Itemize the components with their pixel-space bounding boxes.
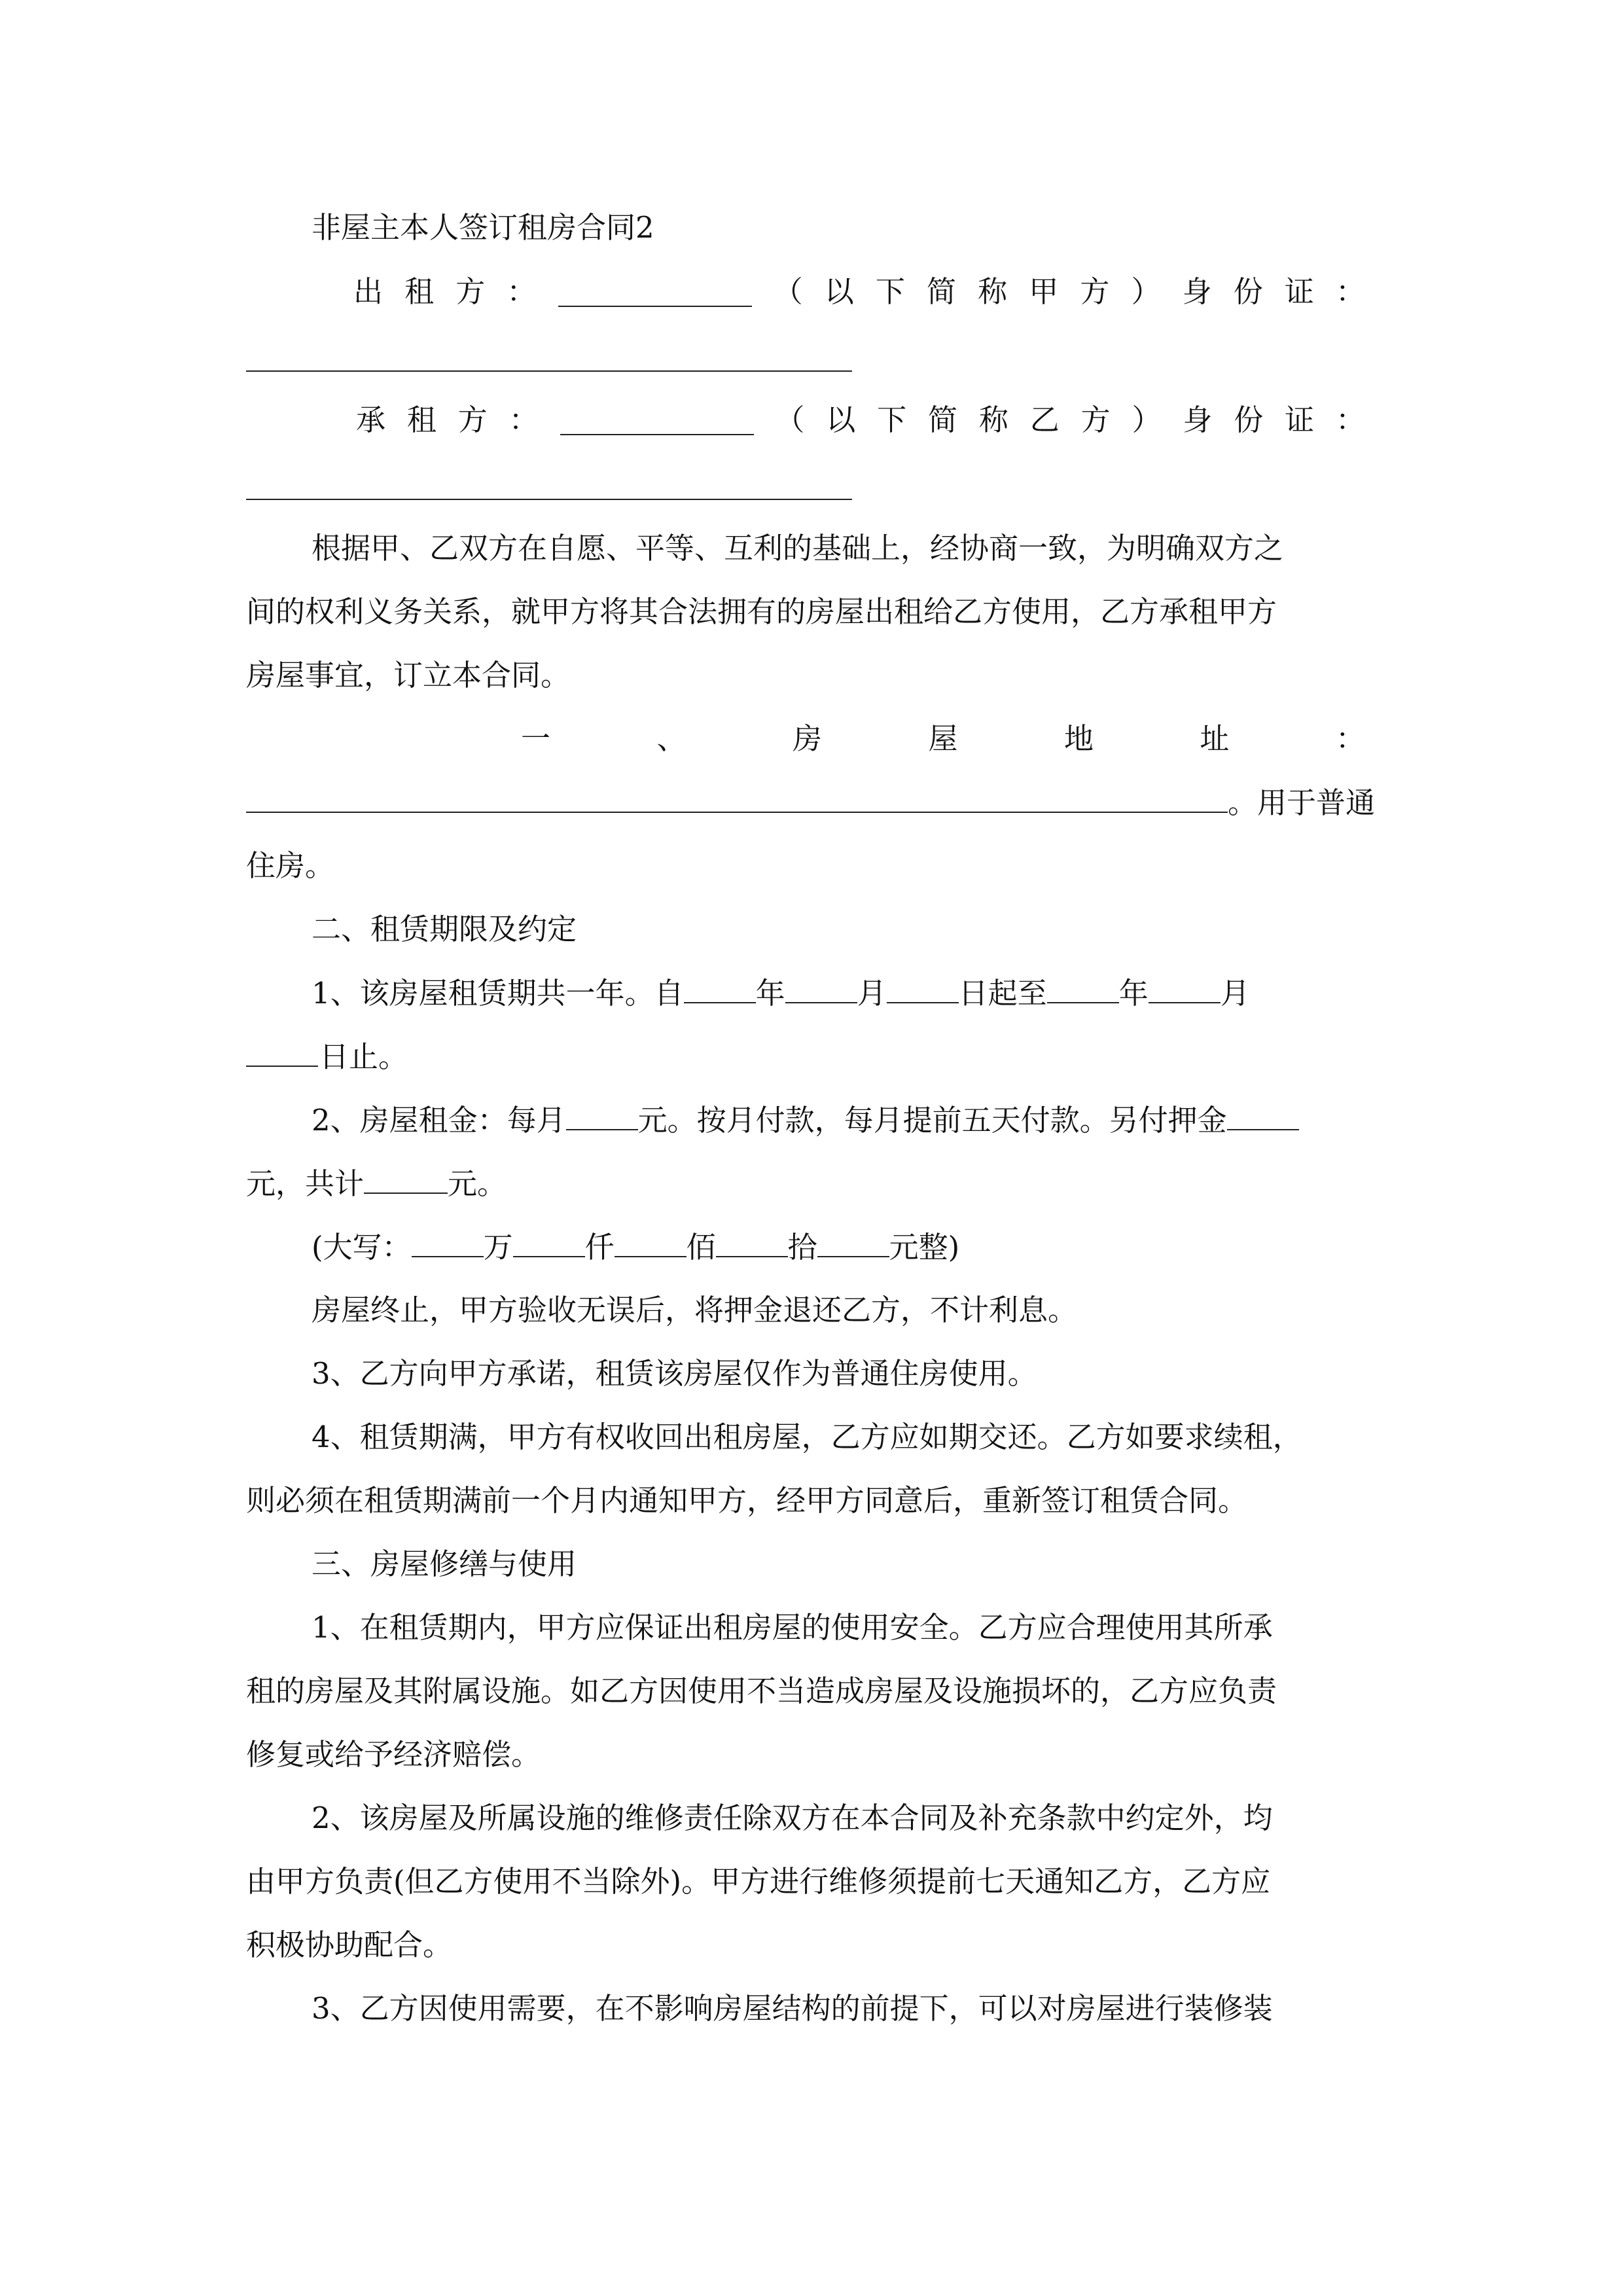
lessor-char: ： [1335, 274, 1365, 309]
lessor-char: 称 [978, 274, 1008, 309]
lessee-char: 份 [1234, 403, 1264, 437]
preamble-line: 房屋事宜，订立本合同。 [246, 658, 571, 692]
repair-line: 1、在租赁期内，甲方应保证出租房屋的使用安全。乙方应合理使用其所承 [312, 1610, 1273, 1645]
lessor-line [353, 272, 1365, 312]
lessor-char: 方 [1080, 274, 1110, 309]
lessee-char: ） [1132, 403, 1162, 437]
section1-heading [521, 719, 1365, 759]
lessor-char: 出 [353, 274, 383, 309]
lessor-char: 证 [1284, 274, 1314, 309]
daxie-text: 仟 [584, 1230, 615, 1265]
rent-text: 元，共计 [246, 1166, 365, 1201]
lessor-id-blank[interactable] [246, 370, 852, 372]
total-blank[interactable] [364, 1164, 448, 1194]
section2-heading: 二、租赁期限及约定 [312, 912, 577, 946]
lessor-char: ） [1131, 274, 1161, 309]
lessee-char: 方 [1080, 403, 1111, 437]
use-line: 3、乙方向甲方承诺，租赁该房屋仅作为普通住房使用。 [312, 1356, 1037, 1391]
lessor-char: ： [507, 274, 537, 309]
start-month-blank[interactable] [785, 973, 857, 1003]
lessee-char: 方 [457, 403, 488, 437]
daxie-text: 元整) [889, 1230, 960, 1265]
rent-line [312, 1100, 1378, 1139]
rent-text: 2、房屋租金：每月 [312, 1103, 566, 1138]
daxie-text: 万 [483, 1230, 513, 1265]
rent-text: 元。 [448, 1166, 507, 1201]
lessee-name-blank[interactable] [560, 405, 754, 435]
lessor-char: 甲 [1029, 274, 1059, 309]
lessee-line [356, 401, 1365, 440]
repair-line: 修复或给予经济赔偿。 [246, 1737, 541, 1772]
lessee-char: 承 [356, 403, 386, 437]
start-day-blank[interactable] [887, 973, 959, 1003]
heading-char: 一 [521, 721, 551, 756]
qian-blank[interactable] [513, 1227, 585, 1257]
lessee-char: 下 [877, 403, 907, 437]
lessor-char: 租 [404, 274, 435, 309]
lessor-char: 方 [455, 274, 486, 309]
preamble-line: 根据甲、乙双方在自愿、平等、互利的基础上，经协商一致，为明确双方之 [312, 531, 1284, 565]
lessor-char: 以 [824, 274, 854, 309]
lessee-char: （ [775, 403, 805, 437]
lessee-char: 称 [978, 403, 1008, 437]
heading-char: 地 [1063, 721, 1094, 756]
lease-term-text: 月 [857, 976, 887, 1011]
heading-char: 房 [792, 721, 822, 756]
monthly-rent-blank[interactable] [566, 1100, 638, 1130]
lessee-char: 租 [406, 403, 437, 437]
daxie-text: 拾 [787, 1230, 817, 1265]
decoration-line: 3、乙方因使用需要，在不影响房屋结构的前提下，可以对房屋进行装修装 [312, 1991, 1273, 2026]
document-title: 非屋主本人签订租房合同2 [312, 210, 654, 245]
lease-term-text: 月 [1220, 976, 1250, 1011]
maintenance-line: 2、该房屋及所属设施的维修责任除双方在本合同及补充条款中约定外，均 [312, 1801, 1273, 1835]
yuan-blank[interactable] [817, 1227, 889, 1257]
lessor-char: 简 [926, 274, 956, 309]
daxie-text: 佰 [686, 1230, 716, 1265]
maintenance-line: 积极协助配合。 [246, 1928, 453, 1962]
heading-char: ： [1335, 721, 1365, 756]
renewal-line: 4、租赁期满，甲方有权收回出租房屋，乙方应如期交还。乙方如要求续租， [312, 1420, 1302, 1454]
section1-cont: 住房。 [246, 848, 335, 883]
rent-text: 元。按月付款，每月提前五天付款。另付押金 [637, 1103, 1227, 1138]
lessor-char: 身 [1182, 274, 1212, 309]
lessor-char: 下 [875, 274, 905, 309]
preamble-line: 间的权利义务关系，就甲方将其合法拥有的房屋出租给乙方使用，乙方承租甲方 [246, 594, 1277, 629]
lease-term-text: 日起至 [958, 976, 1047, 1011]
shi-blank[interactable] [716, 1227, 788, 1257]
lease-term-line [312, 973, 1378, 1013]
daxie-line [312, 1227, 1378, 1266]
address-tail: 。用于普通 [1228, 785, 1376, 820]
lessee-char: 以 [826, 403, 856, 437]
heading-char: 屋 [928, 721, 958, 756]
lessee-char: ： [508, 403, 539, 437]
start-year-blank[interactable] [684, 973, 756, 1003]
lessee-char: 简 [927, 403, 957, 437]
renewal-line: 则必须在租赁期满前一个月内通知甲方，经甲方同意后，重新签订租赁合同。 [246, 1483, 1248, 1518]
end-year-blank[interactable] [1047, 973, 1119, 1003]
lessor-name-blank[interactable] [558, 277, 752, 307]
address-blank[interactable] [246, 783, 1228, 813]
lessee-char: 证 [1285, 403, 1315, 437]
deposit-blank[interactable] [1227, 1100, 1299, 1130]
wan-blank[interactable] [412, 1227, 484, 1257]
rent-line-2 [246, 1164, 1378, 1203]
lessee-id-blank[interactable] [246, 499, 852, 500]
lessee-char: 身 [1183, 403, 1213, 437]
end-month-blank[interactable] [1149, 973, 1221, 1003]
section3-heading: 三、房屋修缮与使用 [312, 1547, 577, 1581]
lease-term-line-2 [246, 1037, 1378, 1076]
lease-term-text: 年 [1118, 976, 1149, 1011]
lessor-char: （ [773, 274, 803, 309]
daxie-text: (大写： [312, 1230, 412, 1265]
maintenance-line: 由甲方负责(但乙方使用不当除外)。甲方进行维修须提前七天通知乙方，乙方应 [246, 1864, 1271, 1899]
end-day-blank[interactable] [246, 1037, 318, 1067]
heading-char: 、 [656, 721, 687, 756]
lessor-char: 份 [1233, 274, 1263, 309]
lessee-char: ： [1335, 403, 1365, 437]
repair-line: 租的房屋及其附属设施。如乙方因使用不当造成房屋及设施损坏的，乙方应负责 [246, 1674, 1277, 1708]
bai-blank[interactable] [615, 1227, 687, 1257]
lessee-char: 乙 [1029, 403, 1060, 437]
lease-term-text: 年 [755, 976, 785, 1011]
lease-term-text: 1、该房屋租赁期共一年。自 [312, 976, 684, 1011]
deposit-line: 房屋终止，甲方验收无误后，将押金退还乙方，不计利息。 [312, 1293, 1078, 1327]
lease-term-text: 日止。 [319, 1039, 408, 1074]
heading-char: 址 [1200, 721, 1230, 756]
address-line [246, 783, 1378, 822]
